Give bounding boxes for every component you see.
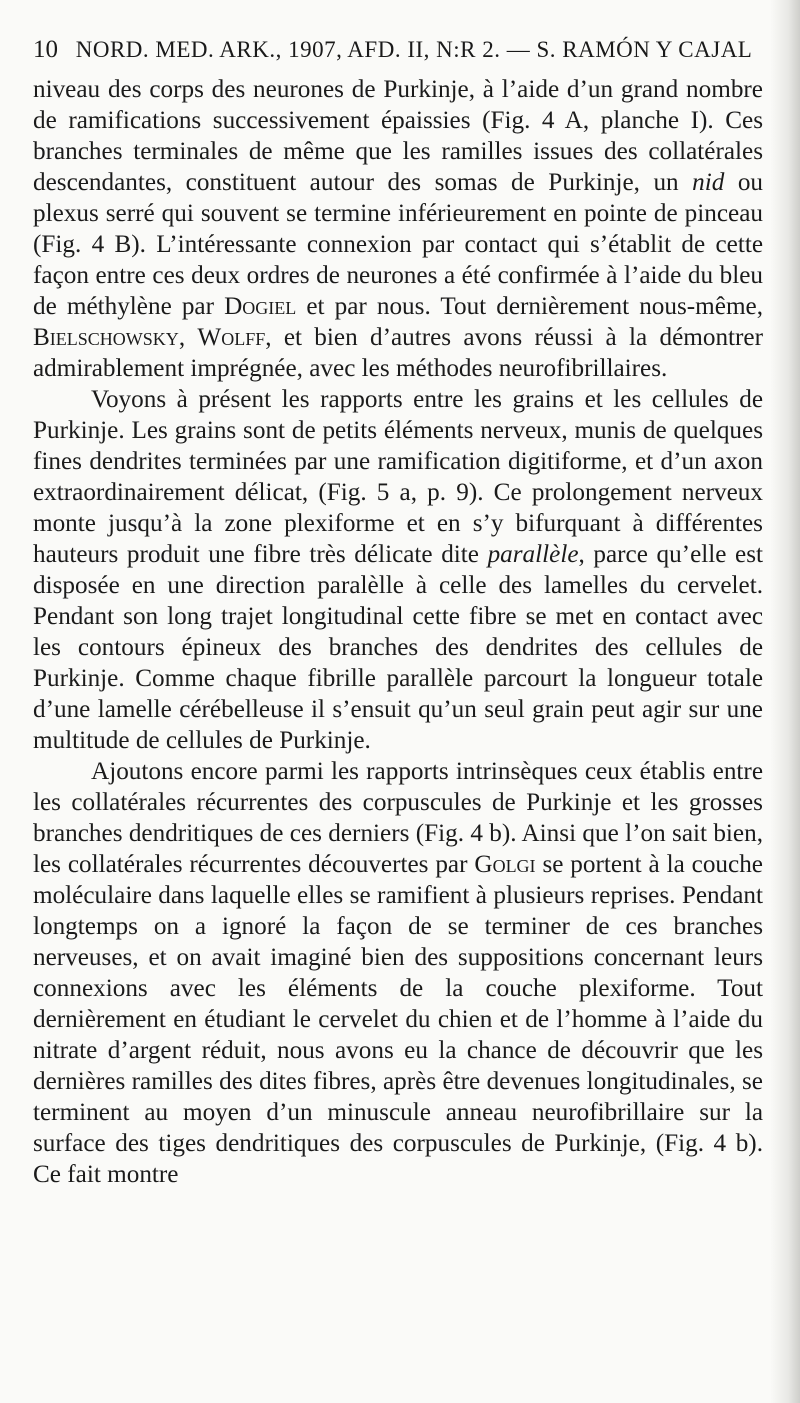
author-name: Dogiel xyxy=(224,293,297,320)
paragraph xyxy=(33,74,763,384)
text-run: ou plexus serré qui souvent se termine inférieurement en pointe de pinceau (Fig. 4 B). L’intéressante connexion par contact qui s’établit de cette façon entre ces deux ordres de neurones a été confirmée à l’aide du bleu de méthylène par xyxy=(33,169,764,320)
page-header xyxy=(33,30,763,70)
paragraph xyxy=(33,384,763,756)
author-name: Bielschowsky xyxy=(33,324,179,351)
text-run: Ajoutons encore parmi les rapports intrinsèques ceux établis entre les collatérales récurrentes des corpuscules de Purkinje et les grosses branches dendritiques de ces derniers (Fig. 4 b). Ainsi que l’on sait bien, les collatérales récurrentes découvertes par xyxy=(33,758,763,878)
page-number: 10 xyxy=(33,36,58,63)
text-run: Voyons à présent les rapports entre les grains et les cellules de Purkinje. Les grains sont de petits éléments nerveux, munis de quelques fines dendrites terminées par une ramification digitiforme, et d’un axon extraordinairement délicat, (Fig. 5 a, p. 9). Ce prolongement nerveux monte jusqu’à la zone plexiforme et en s’y bifurquant à différentes hauteurs produit une fibre très délicate dite xyxy=(33,386,763,568)
text-run: , parce qu’elle est disposée en une direction paralèlle à celle des lamelles du cervelet. Pendant son long trajet longitudinal cette fibre se met en contact avec les contours épineux des branches des dendrites des cellules de Purkinje. Comme chaque fibrille parallèle parcourt la longueur totale d’une lamelle cérébelleuse il s’ensuit qu’un seul grain peut agir sur une multitude de cellules de Purkinje. xyxy=(33,541,763,754)
paragraph xyxy=(33,756,763,1190)
running-head: NORD. MED. ARK., 1907, AFD. II, N:R 2. — S. RAMÓN Y CAJAL xyxy=(75,37,753,62)
author-name: Golgi xyxy=(474,851,536,878)
text-run: se portent à la couche moléculaire dans laquelle elles se ramifient à plusieurs reprises. Pendant longtemps on a ignoré la façon de se terminer de ces branches nerveuses, et on avait imaginé bien des suppositions concernant leurs connexions avec les éléments de la couche plexiforme. Tout dernièrement en étudiant le cervelet du chien et de l’homme à l’aide du nitrate d’argent réduit, nous avons eu la chance de découvrir que les dernières ramilles des dites fibres, après être devenues longitudinales, se terminent au moyen d’un minuscule anneau neurofibrillaire sur la surface des tiges dendritiques des corpuscules de Purkinje, (Fig. 4 b). Ce fait montre xyxy=(33,851,763,1188)
text-run: et par nous. Tout dernièrement nous-même, xyxy=(296,293,764,320)
author-name: Wolff xyxy=(197,324,266,351)
text-run: , et bien d’autres avons réussi à la démontrer admirablement imprégnée, avec les méthodes neurofibrillaires. xyxy=(33,324,763,382)
text-run: niveau des corps des neurones de Purkinje, à l’aide d’un grand nombre de ramifications successivement épaissies (Fig. 4 A, planche I). Ces branches terminales de même que les ramilles issues des collatérales descendantes, constituent autour des somas de Purkinje, un xyxy=(33,76,763,196)
emphasized-term: nid xyxy=(692,169,725,196)
text-run: , xyxy=(178,324,198,351)
body-text xyxy=(33,74,763,1190)
page-edge-shadow xyxy=(770,0,800,1403)
emphasized-term: parallèle xyxy=(487,541,579,568)
